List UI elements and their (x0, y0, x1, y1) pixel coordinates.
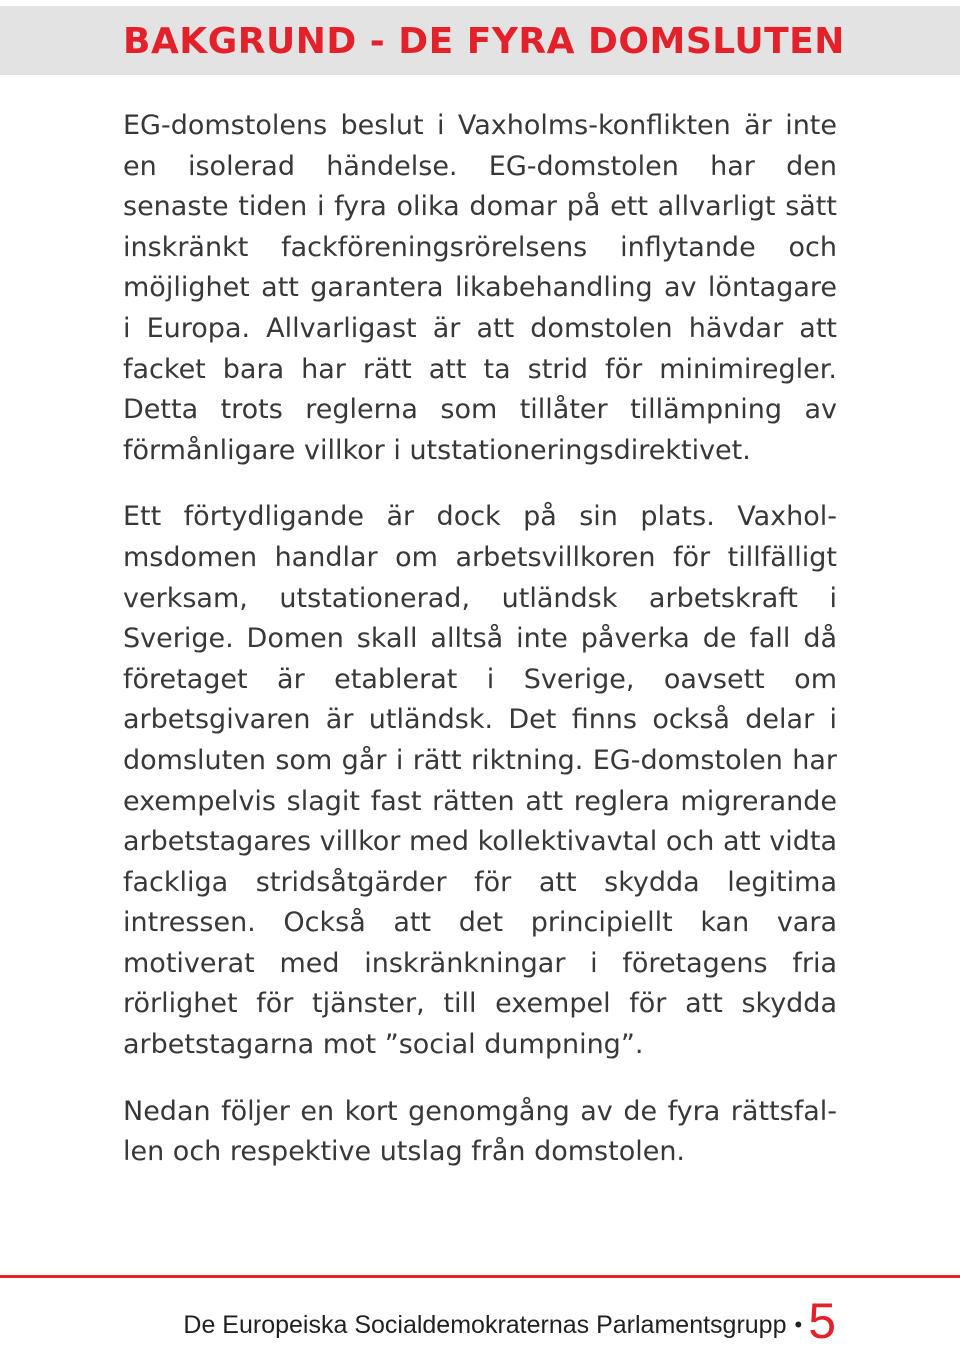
paragraph-3: Nedan följer en kort genomgång av de fyra rättsfallen och respektive utslag från domstolen. (123, 1095, 837, 1168)
footer-divider (0, 1275, 960, 1278)
footer-bullet: • (794, 1312, 803, 1337)
page-number: 5 (808, 1293, 836, 1349)
page-title: BAKGRUND - DE FYRA DOMSLUTEN (123, 21, 845, 62)
footer-organization: De Europeiska Socialdemokraternas Parlamentsgrupp (183, 1311, 787, 1339)
paragraph-2: Ett förtydligande är dock på sin plats. Vaxholmsdomen handlar om arbetsvillkoren för tillfälligt verksam, utstationerad, utländsk arbetskraft i Sverige. Domen skall alltså inte påverka de fall då företaget är etablerat i Sverige, oavsett om arbetsgivaren är utländsk. Det finns också delar i domsluten som går i rätt riktning. EG-domstolen har exempelvis slagit fast rätten att reglera migrerande arbetstagares villkor med kollektivavtal och att vidta fackliga stridsåtgärder för att skydda legitima intressen. Också att det principiellt kan vara motiverat med inskränkningar i företagens fria rörlighet för tjänster, till exempel för att skydda arbetstagarna mot ”social dumpning”. (123, 501, 837, 1061)
paragraph-1: EG-domstolens beslut i Vaxholms-konflikten är inte en isolerad händelse. EG-domstolen har den senaste tiden i fyra olika domar på ett allvarligt sätt inskränkt fackföreningsrörelsens inflytande och möjlighet att garantera likabehandling av löntagare i Europa. Allvarligast är att domstolen hävdar att facket bara har rätt att ta strid för minimiregler. Detta trots reglerna som tillåter tillämpning av förmånligare villkor i utstationeringsdirektivet. (123, 110, 837, 466)
page-footer (183, 1293, 836, 1349)
article-body (123, 106, 837, 1173)
